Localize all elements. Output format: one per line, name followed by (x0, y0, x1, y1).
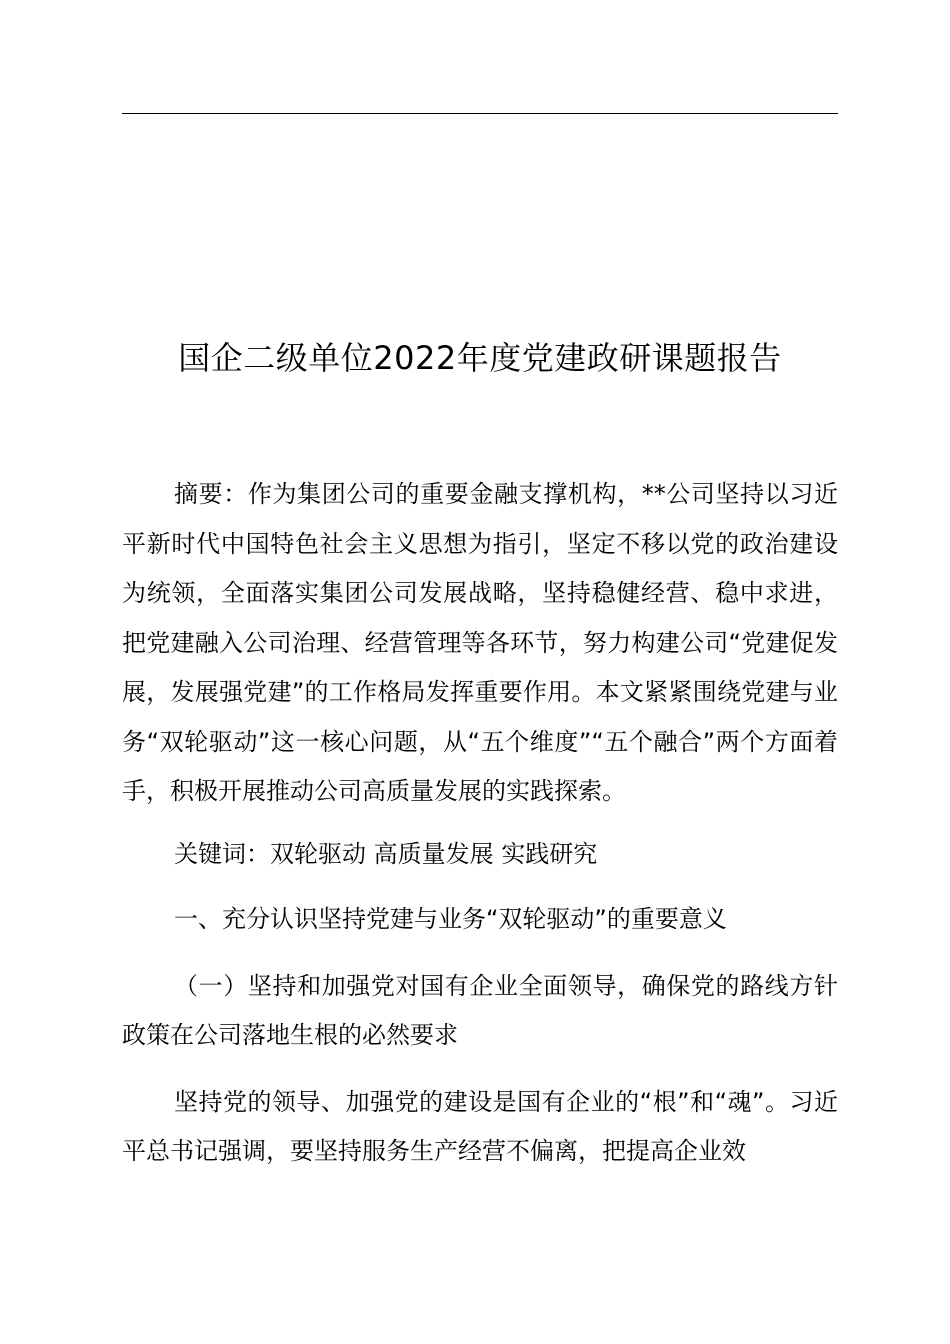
section-heading: 一、充分认识坚持党建与业务“双轮驱动”的重要意义 (174, 905, 727, 933)
subsection-heading: （一）坚持和加强党对国有企业全面领导，确保党的路线方针政策在公司落地生根的必然要求 (122, 971, 838, 1049)
body-paragraph: 坚持党的领导、加强党的建设是国有企业的“根”和“魂”。习近平总书记强调，要坚持服务生产经营不偏离，把提高企业效 (122, 1087, 838, 1165)
keywords-line: 关键词：双轮驱动 高质量发展 实践研究 (174, 839, 598, 868)
header-rule (122, 113, 838, 114)
abstract-paragraph: 摘要：作为集团公司的重要金融支撑机构，**公司坚持以习近平新时代中国特色社会主义思想为指引，坚定不移以党的政治建设为统领，全面落实集团公司发展战略，坚持稳健经营、稳中求进，把党建融入公司治理、经营管理等各环节，努力构建公司“党建促发展，发展强党建”的工作格局发挥重要作用。本文紧紧围绕党建与业务“双轮驱动”这一核心问题，从“五个维度”“五个融合”两个方面着手，积极开展推动公司高质量发展的实践探索。 (122, 480, 838, 805)
document-body (122, 470, 838, 1177)
document-title: 国企二级单位2022年度党建政研课题报告 (178, 339, 782, 377)
